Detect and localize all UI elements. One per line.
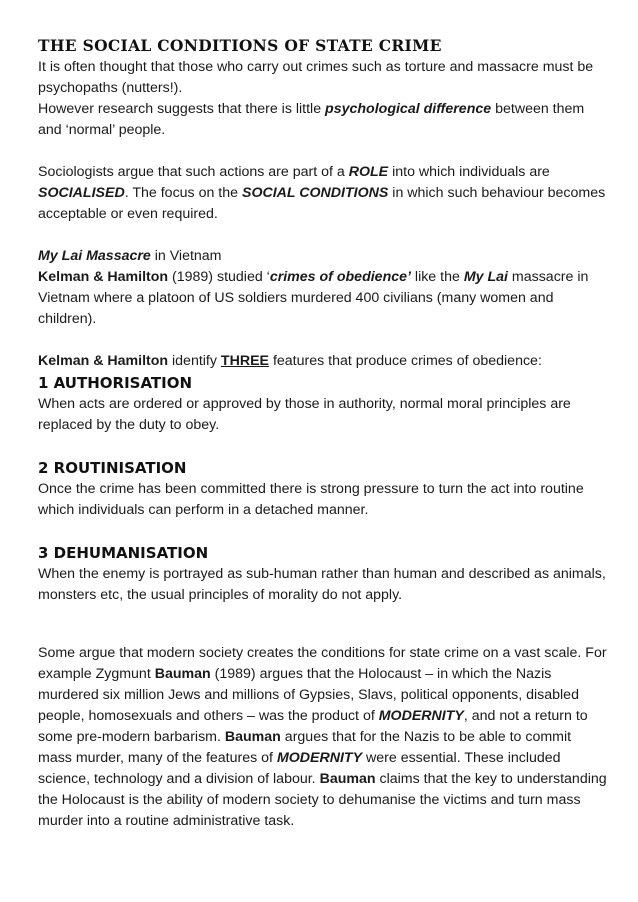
- text-run: Some argue that modern society creates the conditions for state crime on a vast scale. For example Zygmunt: [38, 645, 607, 682]
- text-run: (1989) argues that the Holocaust – in which the Nazis murdered six million Jews and millions of Gypsies, Slavs, political opponents, disabled people, homosexuals and others – was the product of: [38, 666, 579, 724]
- spacer: [38, 436, 608, 457]
- sociologists-paragraph: [38, 162, 608, 225]
- emphasis-role: ROLE: [348, 164, 389, 180]
- text-run: However research suggests that there is little: [38, 101, 326, 117]
- spacer: [38, 141, 608, 162]
- identify-paragraph: [38, 351, 608, 372]
- bauman-paragraph: [38, 643, 608, 832]
- text-run: Sociologists argue that such actions are part of a: [38, 164, 349, 180]
- author-bauman: Bauman: [154, 666, 211, 682]
- text-run: claims that the key to understanding the Holocaust is the ability of modern society to dehumanise the victims and turn mass murder into a routine administrative task.: [38, 771, 607, 829]
- emphasis-socialised: SOCIALISED: [38, 185, 125, 201]
- text-run: were essential. These included science, technology and a division of labour.: [38, 750, 561, 787]
- page-title: THE SOCIAL CONDITIONS OF STATE CRIME: [38, 36, 442, 55]
- emphasis-modernity: MODERNITY: [378, 708, 464, 724]
- section-heading-dehumanisation: 3 DEHUMANISATION: [38, 544, 209, 562]
- author-kelman-hamilton: Kelman & Hamilton: [38, 269, 169, 285]
- author-kelman-hamilton: Kelman & Hamilton: [38, 353, 169, 369]
- emphasis-my-lai-massacre: My Lai Massacre: [38, 248, 151, 264]
- text-run: like the: [410, 269, 464, 285]
- text-run: features that produce crimes of obedience:: [269, 353, 542, 369]
- text-run: argues that for the Nazis to be able to commit mass murder, many of the features of: [38, 729, 572, 766]
- text-run: in Vietnam: [150, 248, 222, 264]
- author-bauman: Bauman: [224, 729, 281, 745]
- text-run: identify: [168, 353, 221, 369]
- emphasis-psychological-difference: psychological difference: [325, 101, 492, 117]
- section-heading-authorisation: 1 AUTHORISATION: [38, 374, 193, 392]
- text-run: (1989) studied ‘: [168, 269, 270, 285]
- text-run: between them and ‘normal’ people.: [38, 101, 585, 138]
- mylai-paragraph: [38, 267, 608, 330]
- section-text-authorisation: When acts are ordered or approved by those in authority, normal moral principles are replaced by the duty to obey.: [38, 396, 571, 433]
- intro-paragraph-2: [38, 99, 608, 141]
- text-run: massacre in Vietnam where a platoon of US soldiers murdered 400 civilians (many women and children).: [38, 269, 589, 327]
- text-run: . The focus on the: [124, 185, 242, 201]
- author-bauman: Bauman: [319, 771, 376, 787]
- section-text-routinisation: Once the crime has been committed there is strong pressure to turn the act into routine which individuals can perform in a detached manner.: [38, 481, 584, 518]
- emphasis-modernity: MODERNITY: [276, 750, 363, 766]
- section-heading-routinisation: 2 ROUTINISATION: [38, 459, 187, 477]
- mylai-heading: [38, 246, 608, 267]
- text-run: , and not a return to some pre-modern barbarism.: [38, 708, 588, 745]
- spacer: [38, 606, 608, 643]
- emphasis-crimes-of-obedience: crimes of obedience’: [269, 269, 411, 285]
- emphasis-my-lai: My Lai: [463, 269, 508, 285]
- text-run: in which such behaviour becomes acceptable or even required.: [38, 185, 606, 222]
- emphasis-social-conditions: SOCIAL CONDITIONS: [241, 185, 389, 201]
- spacer: [38, 225, 608, 246]
- emphasis-three: THREE: [220, 353, 270, 369]
- section-text-dehumanisation: When the enemy is portrayed as sub-human rather than human and described as animals, monsters etc, the usual principles of morality do not apply.: [38, 566, 606, 603]
- intro-paragraph-1: It is often thought that those who carry out crimes such as torture and massacre must be psychopaths (nutters!).: [38, 59, 594, 96]
- spacer: [38, 330, 608, 351]
- text-run: into which individuals are: [388, 164, 550, 180]
- spacer: [38, 521, 608, 542]
